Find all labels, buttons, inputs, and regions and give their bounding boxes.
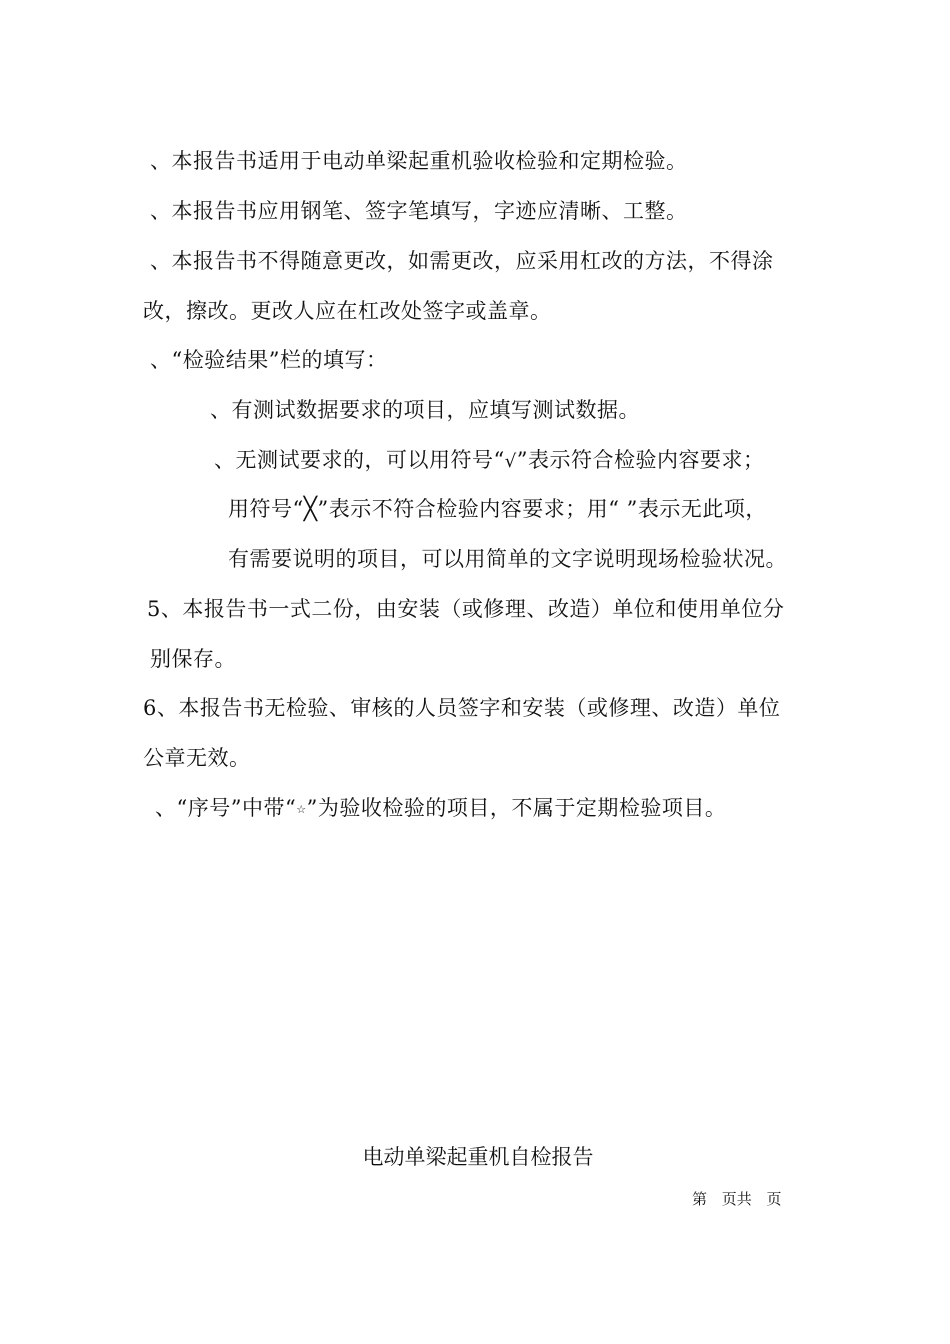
instruction-item-1: 、本报告书适用于电动单梁起重机验收检验和定期检验。 bbox=[150, 149, 688, 173]
instruction-item-4-sub-2-line-2 bbox=[228, 494, 767, 525]
instruction-item-6-line-2: 公章无效。 bbox=[143, 746, 251, 770]
report-footer-title: 电动单梁起重机自检报告 bbox=[362, 1145, 594, 1169]
sub-2-text-before-check: 、无测试要求的，可以用符号“ bbox=[214, 448, 505, 472]
instruction-item-3-line-2: 改，擦改。更改人应在杠改处签字或盖章。 bbox=[143, 299, 552, 323]
instruction-item-7 bbox=[155, 793, 726, 825]
sub-2-line-2-text-after-cross: ”表示不符合检验内容要求；用“ ”表示无此项， bbox=[317, 497, 767, 521]
instruction-item-4-sub-1: 、有测试数据要求的项目，应填写测试数据。 bbox=[210, 398, 640, 422]
check-mark-icon: √ bbox=[504, 451, 517, 472]
instruction-item-5-line-2: 别保存。 bbox=[150, 647, 236, 671]
sub-2-line-2-text-before-cross: 用符号“ bbox=[228, 497, 304, 521]
instruction-item-5-line-1: 5、本报告书一式二份，由安装（或修理、改造）单位和使用单位分 bbox=[147, 597, 785, 621]
item-7-text-before-star: 、“序号”中带“ bbox=[155, 796, 297, 820]
page-counter: 第 页共 页 bbox=[692, 1190, 782, 1208]
item-7-text-after-star: ”为验收检验的项目，不属于定期检验项目。 bbox=[306, 796, 727, 820]
instruction-item-4-sub-2-line-3: 有需要说明的项目，可以用简单的文字说明现场检验状况。 bbox=[228, 547, 787, 571]
star-icon: ☆ bbox=[296, 803, 307, 816]
instruction-item-4: 、“检验结果”栏的填写： bbox=[150, 348, 388, 372]
cross-mark-icon: ╳ bbox=[303, 497, 318, 522]
instruction-item-2: 、本报告书应用钢笔、签字笔填写，字迹应清晰、工整。 bbox=[150, 199, 688, 223]
instruction-item-3-line-1: 、本报告书不得随意更改，如需更改，应采用杠改的方法，不得涂 bbox=[150, 249, 774, 273]
instruction-item-6-line-1: 6、本报告书无检验、审核的人员签字和安装（或修理、改造）单位 bbox=[143, 696, 781, 720]
sub-2-text-after-check: ”表示符合检验内容要求； bbox=[516, 448, 765, 472]
instruction-item-4-sub-2-line-1 bbox=[214, 445, 764, 477]
